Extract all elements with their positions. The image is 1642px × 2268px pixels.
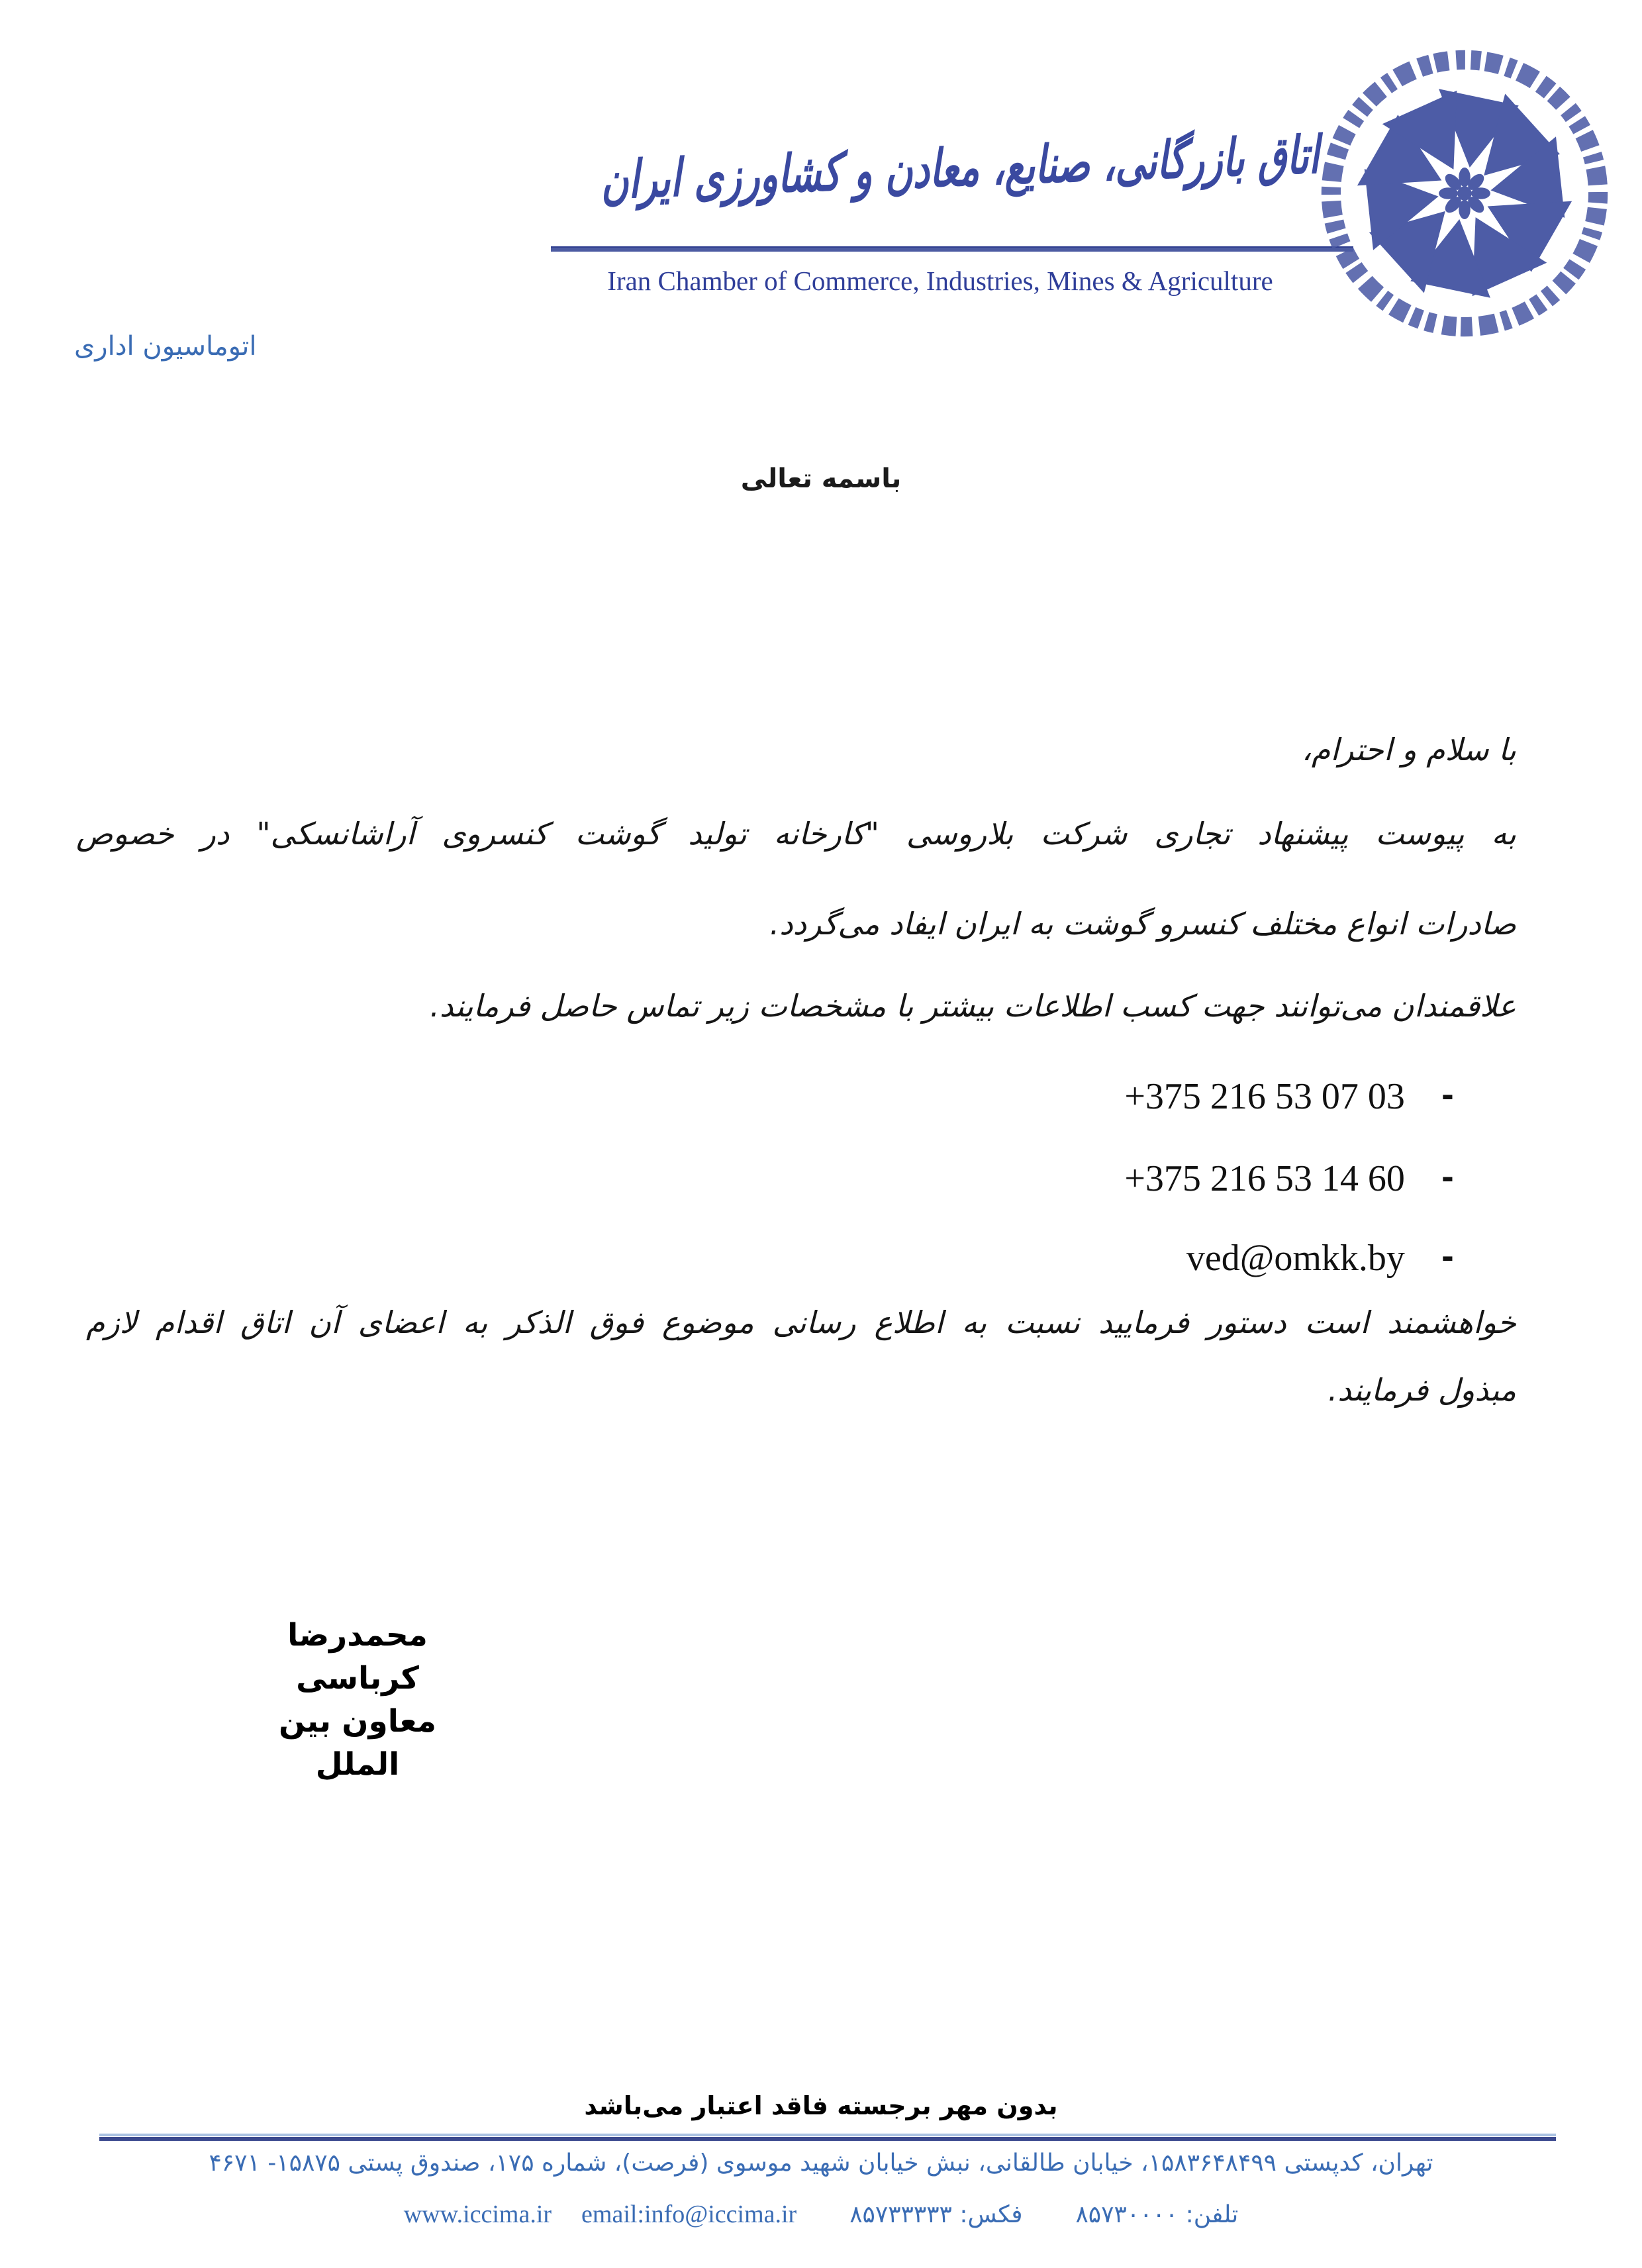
footer-address: تهران، کدپستی ۱۵۸۳۶۴۸۴۹۹، خیابان طالقانی، نبش خیابان شهید موسوی (فرصت)، شماره ۱۷۵، صندوق پستی ۱۵۸۷۵- ۴۶۷۱ xyxy=(209,2149,1433,2177)
signatory-title: معاون بین الملل xyxy=(278,1702,437,1783)
closing-line2: مبذول فرمایند. xyxy=(1328,1372,1516,1408)
paragraph1-line2: صادرات انواع مختلف کنسرو گوشت به ایران ایفاد می‌گردد. xyxy=(769,906,1516,942)
header-divider xyxy=(551,246,1353,252)
footer-divider-light xyxy=(99,2134,1556,2136)
header-calligraphy-title: اتاق بازرگانی، صنایع، معادن و کشاورزی ایران xyxy=(600,124,1320,211)
contact-item-phone1 xyxy=(1124,1075,1454,1118)
contact-email-value: ved@omkk.by xyxy=(1186,1238,1405,1279)
signature-block xyxy=(238,1614,477,1786)
besmeleh-heading: باسمه تعالی xyxy=(740,464,902,494)
footer-divider xyxy=(99,2137,1556,2141)
footer-fax-number: ۸۵۷۳۳۳۳۳ xyxy=(849,2201,952,2228)
footer-phone-number: ۸۵۷۳۰۰۰۰ xyxy=(1075,2201,1179,2228)
contact-item-email xyxy=(1186,1237,1454,1279)
validity-note: بدون مهر برجسته فاقد اعتبار می‌باشد xyxy=(584,2091,1058,2120)
paragraph1-line1: به پیوست پیشنهاد تجاری شرکت بلاروسی "کارخانه تولید گوشت کنسروی آراشانسکی" در خصوص xyxy=(76,816,1516,852)
iccima-logo xyxy=(1316,45,1613,342)
footer-web-email xyxy=(404,2200,797,2229)
footer-fax xyxy=(849,2201,1022,2228)
office-automation-label: اتوماسیون اداری xyxy=(74,331,257,362)
list-dash-icon: - xyxy=(1441,1077,1454,1113)
footer-email: email:info@iccima.ir xyxy=(581,2200,797,2228)
footer-phone xyxy=(1075,2201,1238,2228)
footer-fax-label: فکس: xyxy=(959,2201,1023,2228)
list-dash-icon: - xyxy=(1441,1159,1454,1195)
footer-website: www.iccima.ir xyxy=(403,2200,552,2228)
list-dash-icon: - xyxy=(1441,1239,1454,1275)
salutation-line: با سلام و احترام، xyxy=(1302,732,1516,767)
contact-phone2-value: +375 216 53 14 60 xyxy=(1124,1158,1405,1199)
contact-phone1-value: +375 216 53 07 03 xyxy=(1124,1076,1405,1117)
logo-center-flower xyxy=(1439,168,1490,219)
paragraph2-line: علاقمندان می‌توانند جهت کسب اطلاعات بیشتر با مشخصات زیر تماس حاصل فرمایند. xyxy=(430,988,1516,1024)
footer-phone-label: تلفن: xyxy=(1185,2201,1239,2228)
signatory-name: محمدرضا کرباسی xyxy=(287,1617,428,1697)
header-english-title: Iran Chamber of Commerce, Industries, Mines & Agriculture xyxy=(607,266,1273,296)
closing-line1: خواهشمند است دستور فرمایید نسبت به اطلاع رسانی موضوع فوق الذکر به اعضای آن اتاق اقدام لازم xyxy=(86,1305,1516,1340)
footer-contact-row xyxy=(0,2200,1642,2229)
contact-item-phone2 xyxy=(1124,1158,1454,1200)
